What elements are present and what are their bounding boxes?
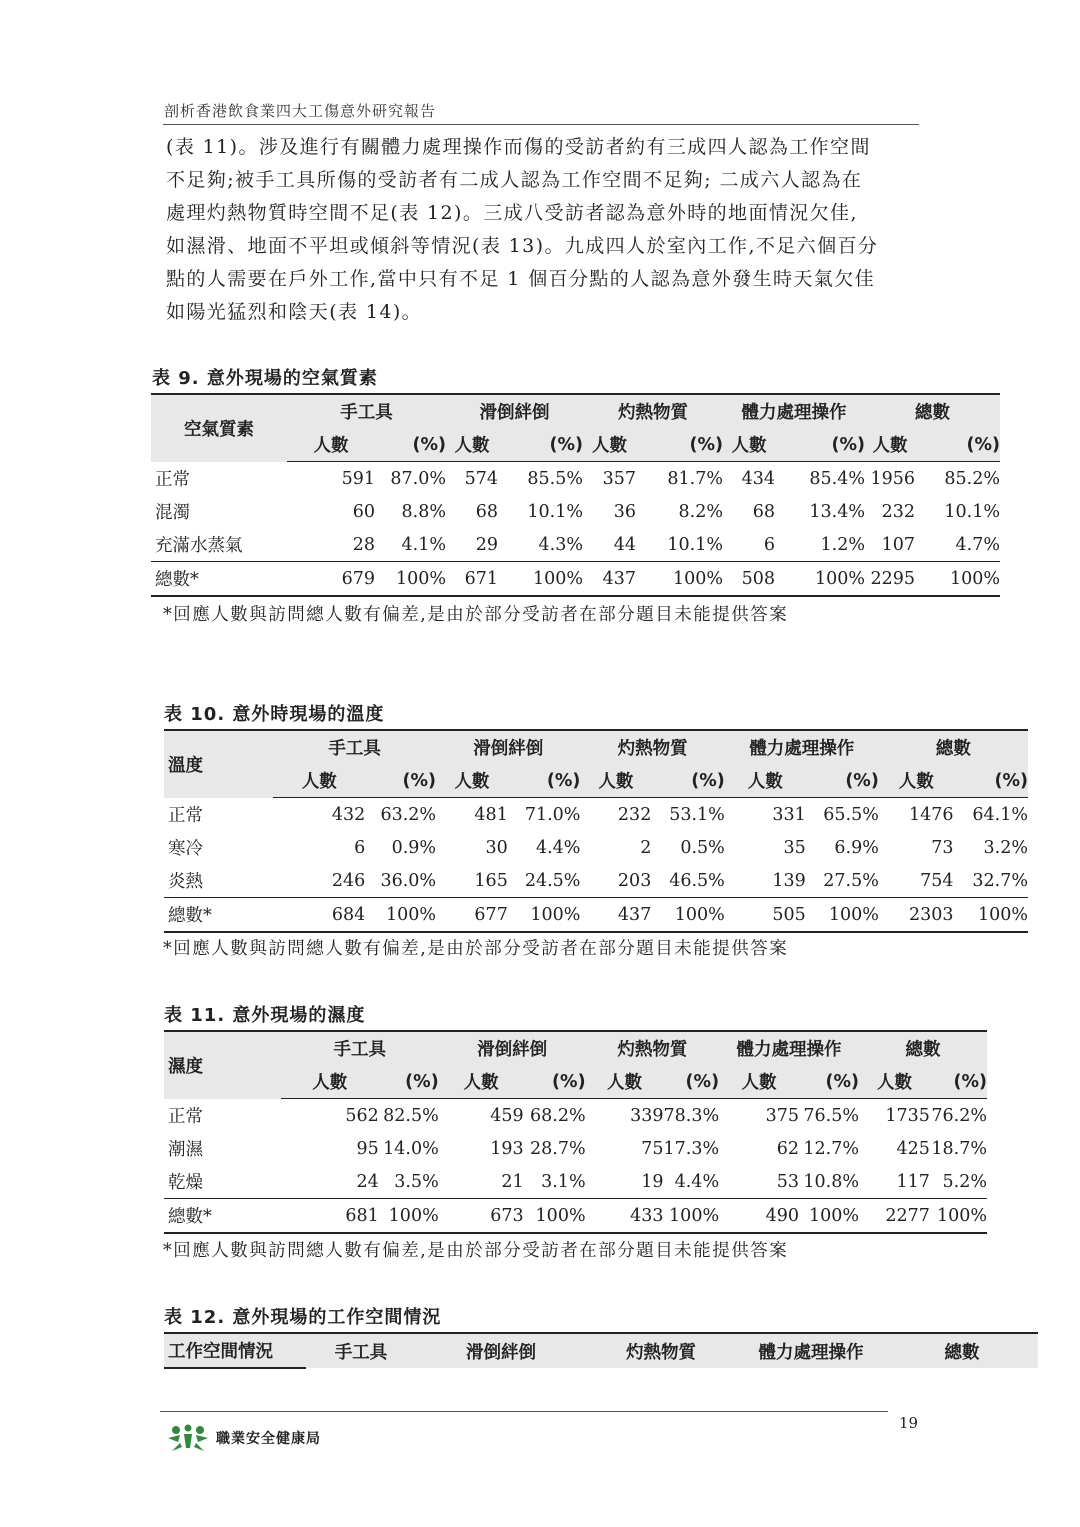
group-header-cell: 總數 [859, 1031, 987, 1065]
table-row [151, 495, 1000, 528]
header-rule [163, 124, 919, 125]
percent-cell: 14.0% [383, 1138, 439, 1159]
sub-header-cell: 人數 [723, 428, 775, 462]
count-cell: 432 [331, 804, 366, 825]
count-cell: 107 [881, 534, 915, 555]
sub-header-cell: (%) [508, 764, 581, 798]
percent-cell: 78.3% [663, 1105, 720, 1126]
percent-cell: 100% [508, 898, 581, 933]
sub-header-cell: 人數 [446, 428, 498, 462]
percent-cell: 100% [775, 562, 865, 597]
count-cell: 28 [352, 534, 375, 555]
group-header-cell: 體力處理操作 [736, 1333, 886, 1368]
count-cell: 434 [741, 468, 775, 489]
count-cell: 671 [446, 562, 498, 597]
count-cell: 433 [586, 1199, 664, 1234]
sub-header-cell: (%) [915, 428, 1000, 462]
sub-header-cell: 人數 [281, 1065, 379, 1099]
count-cell: 73 [931, 837, 954, 858]
percent-cell: 36.0% [380, 870, 437, 891]
group-header-cell: 總數 [865, 394, 1000, 428]
table-row [164, 831, 1028, 864]
group-header-cell: 滑倒絆倒 [439, 1031, 586, 1065]
percent-cell: 100% [915, 562, 1000, 597]
organization-name: 職業安全健康局 [216, 1431, 321, 1447]
row-header-cell: 濕度 [164, 1031, 281, 1099]
group-header-cell: 總數 [879, 730, 1028, 764]
count-cell: 754 [920, 870, 954, 891]
sub-header-cell: 人數 [865, 428, 915, 462]
percent-cell: 76.2% [931, 1105, 987, 1126]
table-9 [151, 393, 1000, 597]
count-cell: 679 [287, 562, 375, 597]
table-row [151, 528, 1000, 562]
sub-header-cell: 人數 [583, 428, 636, 462]
count-cell: 505 [725, 898, 806, 933]
row-label-cell: 寒冷 [168, 839, 203, 859]
percent-cell: 3.5% [394, 1171, 439, 1192]
group-header-cell: 手工具 [306, 1333, 416, 1368]
percent-cell: 100% [379, 1199, 439, 1234]
count-cell: 2 [640, 837, 652, 858]
table-11-note: *回應人數與訪問總人數有偏差,是由於部分受訪者在部分題目未能提供答案 [163, 1241, 789, 1261]
table-row [164, 798, 1028, 832]
table-row [164, 864, 1028, 898]
row-label-cell: 炎熱 [168, 872, 203, 892]
row-header-cell: 空氣質素 [151, 394, 287, 462]
table-11 [164, 1030, 987, 1234]
percent-cell: 85.4% [809, 468, 865, 489]
group-header-cell: 體力處理操作 [719, 1031, 859, 1065]
table-row [151, 562, 1000, 597]
row-header-cell: 工作空間情況 [164, 1333, 306, 1368]
table-group-header-row [164, 1333, 1038, 1368]
percent-cell: 17.3% [663, 1138, 720, 1159]
row-label-cell: 總數* [164, 1199, 281, 1234]
percent-cell: 6.9% [834, 837, 879, 858]
sub-header-cell: 人數 [859, 1065, 930, 1099]
sub-header-cell: (%) [954, 764, 1028, 798]
percent-cell: 18.7% [931, 1138, 987, 1159]
sub-header-cell: 人數 [719, 1065, 799, 1099]
percent-cell: 10.8% [803, 1171, 859, 1192]
count-cell: 21 [501, 1171, 524, 1192]
count-cell: 2303 [879, 898, 954, 933]
sub-header-cell: (%) [651, 764, 724, 798]
percent-cell: 68.2% [529, 1105, 586, 1126]
sub-header-cell: (%) [799, 1065, 859, 1099]
count-cell: 44 [613, 534, 636, 555]
percent-cell: 0.5% [680, 837, 725, 858]
body-line: 不足夠;被手工具所傷的受訪者有二成人認為工作空間不足夠; 二成六人認為在 [166, 169, 863, 191]
sub-header-cell: 人數 [586, 1065, 664, 1099]
sub-header-cell: (%) [663, 1065, 719, 1099]
count-cell: 203 [617, 870, 652, 891]
group-header-cell: 灼熱物質 [586, 1333, 736, 1368]
row-label-cell: 總數* [164, 898, 273, 933]
group-header-cell: 灼熱物質 [583, 394, 723, 428]
percent-cell: 100% [651, 898, 724, 933]
body-paragraph [166, 131, 918, 329]
table-sub-header-row [164, 764, 1028, 798]
count-cell: 331 [772, 804, 806, 825]
percent-cell: 5.2% [942, 1171, 987, 1192]
percent-cell: 85.2% [944, 468, 1000, 489]
percent-cell: 13.4% [809, 501, 865, 522]
percent-cell: 76.5% [803, 1105, 859, 1126]
percent-cell: 100% [806, 898, 879, 933]
count-cell: 508 [723, 562, 775, 597]
percent-cell: 32.7% [972, 870, 1028, 891]
count-cell: 357 [602, 468, 636, 489]
count-cell: 437 [580, 898, 651, 933]
percent-cell: 71.0% [524, 804, 581, 825]
count-cell: 53 [776, 1171, 799, 1192]
percent-cell: 46.5% [669, 870, 725, 891]
count-cell: 1476 [909, 804, 954, 825]
count-cell: 481 [474, 804, 508, 825]
count-cell: 6 [763, 534, 775, 555]
sub-header-cell: (%) [498, 428, 583, 462]
group-header-cell: 總數 [886, 1333, 1038, 1368]
count-cell: 29 [475, 534, 498, 555]
percent-cell: 3.1% [541, 1171, 586, 1192]
count-cell: 2295 [865, 562, 915, 597]
table-9-caption: 表 9. 意外現場的空氣質素 [152, 368, 378, 389]
row-label-cell: 混濁 [155, 503, 190, 523]
count-cell: 425 [896, 1138, 930, 1159]
group-header-cell: 滑倒絆倒 [416, 1333, 586, 1368]
sub-header-cell: 人數 [439, 1065, 524, 1099]
percent-cell: 4.1% [401, 534, 446, 555]
row-label-cell: 正常 [168, 1106, 203, 1127]
count-cell: 193 [490, 1138, 524, 1159]
sub-header-cell: 人數 [725, 764, 806, 798]
sub-header-cell: (%) [775, 428, 865, 462]
percent-cell: 85.5% [527, 468, 583, 489]
group-header-cell: 滑倒絆倒 [446, 394, 583, 428]
sub-header-cell: 人數 [879, 764, 954, 798]
percent-cell: 0.9% [391, 837, 437, 858]
percent-cell: 10.1% [944, 501, 1000, 522]
percent-cell: 100% [524, 1199, 586, 1234]
page-number: 19 [899, 1414, 919, 1432]
percent-cell: 100% [663, 1199, 719, 1234]
percent-cell: 1.2% [820, 534, 865, 555]
table-10 [164, 729, 1028, 933]
table-12-caption: 表 12. 意外現場的工作空間情況 [164, 1307, 442, 1328]
table-sub-header-row [164, 1065, 987, 1099]
percent-cell: 82.5% [383, 1105, 439, 1126]
table-row [164, 1099, 987, 1133]
percent-cell: 8.2% [678, 501, 723, 522]
percent-cell: 100% [498, 562, 583, 597]
percent-cell: 27.5% [823, 870, 879, 891]
group-header-cell: 體力處理操作 [723, 394, 865, 428]
count-cell: 574 [464, 468, 498, 489]
group-header-cell: 體力處理操作 [725, 730, 879, 764]
count-cell: 562 [345, 1105, 379, 1126]
percent-cell: 12.7% [803, 1138, 859, 1159]
sub-header-cell: 人數 [273, 764, 365, 798]
count-cell: 68 [475, 501, 498, 522]
count-cell: 165 [474, 870, 508, 891]
percent-cell: 8.8% [401, 501, 446, 522]
logo-mark [168, 1425, 208, 1452]
table-group-header-row [164, 730, 1028, 764]
count-cell: 36 [613, 501, 636, 522]
group-header-cell: 手工具 [287, 394, 446, 428]
row-label-cell: 潮濕 [168, 1140, 203, 1160]
row-header-cell: 溫度 [164, 730, 273, 798]
sub-header-cell: (%) [930, 1065, 987, 1099]
sub-header-cell: 人數 [436, 764, 508, 798]
count-cell: 139 [772, 870, 806, 891]
percent-cell: 100% [365, 898, 436, 933]
count-cell: 375 [765, 1105, 799, 1126]
count-cell: 232 [617, 804, 652, 825]
percent-cell: 4.4% [674, 1171, 720, 1192]
count-cell: 246 [331, 870, 366, 891]
oshc-logo-icon [166, 1424, 210, 1458]
group-header-cell: 手工具 [273, 730, 436, 764]
percent-cell: 10.1% [527, 501, 583, 522]
count-cell: 1956 [870, 468, 915, 489]
count-cell: 490 [719, 1199, 799, 1234]
table-9-note: *回應人數與訪問總人數有偏差,是由於部分受訪者在部分題目未能提供答案 [163, 605, 789, 625]
table-10-caption: 表 10. 意外時現場的溫度 [164, 704, 385, 725]
footer-rule [160, 1411, 888, 1412]
count-cell: 68 [752, 501, 775, 522]
group-header-cell: 手工具 [281, 1031, 439, 1065]
table-group-header-row [151, 394, 1000, 428]
sub-header-cell: 人數 [580, 764, 651, 798]
count-cell: 437 [583, 562, 636, 597]
running-header: 剖析香港飲食業四大工傷意外研究報告 [164, 102, 437, 120]
table-row [164, 898, 1028, 933]
percent-cell: 4.4% [535, 837, 581, 858]
percent-cell: 100% [636, 562, 723, 597]
sub-header-cell: (%) [365, 764, 436, 798]
row-label-cell: 正常 [155, 469, 190, 490]
sub-header-cell: (%) [806, 764, 879, 798]
percent-cell: 4.7% [955, 534, 1000, 555]
body-line: 點的人需要在戶外工作,當中只有不足 1 個百分點的人認為意外發生時天氣欠佳 [166, 268, 876, 290]
percent-cell: 100% [930, 1199, 987, 1234]
count-cell: 459 [490, 1105, 524, 1126]
percent-cell: 28.7% [529, 1138, 586, 1159]
percent-cell: 10.1% [667, 534, 723, 555]
table-row [151, 462, 1000, 496]
body-line: 處理灼熱物質時空間不足(表 12)。三成八受訪者認為意外時的地面情況欠佳, [166, 202, 858, 224]
count-cell: 591 [341, 468, 375, 489]
sub-header-cell: (%) [379, 1065, 439, 1099]
sub-header-cell: (%) [375, 428, 446, 462]
percent-cell: 24.5% [524, 870, 581, 891]
count-cell: 62 [776, 1138, 799, 1159]
count-cell: 677 [436, 898, 508, 933]
body-line: 如陽光猛烈和陰天(表 14)。 [166, 301, 423, 323]
count-cell: 681 [281, 1199, 379, 1234]
group-header-cell: 灼熱物質 [580, 730, 724, 764]
table-10-note: *回應人數與訪問總人數有偏差,是由於部分受訪者在部分題目未能提供答案 [163, 939, 789, 959]
table-group-header-row [164, 1031, 987, 1065]
count-cell: 75 [641, 1138, 664, 1159]
percent-cell: 63.2% [380, 804, 437, 825]
row-label-cell: 總數* [151, 562, 287, 597]
count-cell: 339 [630, 1105, 664, 1126]
group-header-cell: 灼熱物質 [586, 1031, 720, 1065]
sub-header-cell: 人數 [287, 428, 375, 462]
count-cell: 24 [356, 1171, 379, 1192]
count-cell: 673 [439, 1199, 524, 1234]
count-cell: 95 [356, 1138, 379, 1159]
row-label-cell: 充滿水蒸氣 [155, 536, 243, 556]
table-11-caption: 表 11. 意外現場的濕度 [164, 1005, 366, 1026]
percent-cell: 81.7% [667, 468, 723, 489]
count-cell: 2277 [859, 1199, 930, 1234]
percent-cell: 100% [799, 1199, 859, 1234]
percent-cell: 87.0% [390, 468, 446, 489]
group-header-cell: 滑倒絆倒 [436, 730, 580, 764]
count-cell: 117 [896, 1171, 930, 1192]
percent-cell: 65.5% [823, 804, 879, 825]
count-cell: 30 [485, 837, 508, 858]
percent-cell: 53.1% [669, 804, 725, 825]
table-12 [164, 1332, 1038, 1369]
count-cell: 60 [352, 501, 375, 522]
percent-cell: 3.2% [983, 837, 1028, 858]
body-line: 如濕滑、地面不平坦或傾斜等情況(表 13)。九成四人於室內工作,不足六個百分 [166, 235, 879, 257]
count-cell: 684 [273, 898, 365, 933]
percent-cell: 64.1% [972, 804, 1028, 825]
count-cell: 232 [881, 501, 915, 522]
count-cell: 35 [783, 837, 806, 858]
table-row [164, 1132, 987, 1165]
sub-header-cell: (%) [524, 1065, 586, 1099]
row-label-cell: 乾燥 [168, 1173, 203, 1193]
table-row [164, 1199, 987, 1234]
percent-cell: 4.3% [538, 534, 583, 555]
body-line: (表 11)。涉及進行有關體力處理操作而傷的受訪者約有三成四人認為工作空間 [166, 136, 871, 158]
row-label-cell: 正常 [168, 805, 203, 826]
sub-header-cell: (%) [636, 428, 723, 462]
count-cell: 19 [641, 1171, 664, 1192]
percent-cell: 100% [375, 562, 446, 597]
count-cell: 1735 [885, 1105, 930, 1126]
percent-cell: 100% [954, 898, 1028, 933]
count-cell: 6 [354, 837, 366, 858]
table-row [164, 1165, 987, 1199]
